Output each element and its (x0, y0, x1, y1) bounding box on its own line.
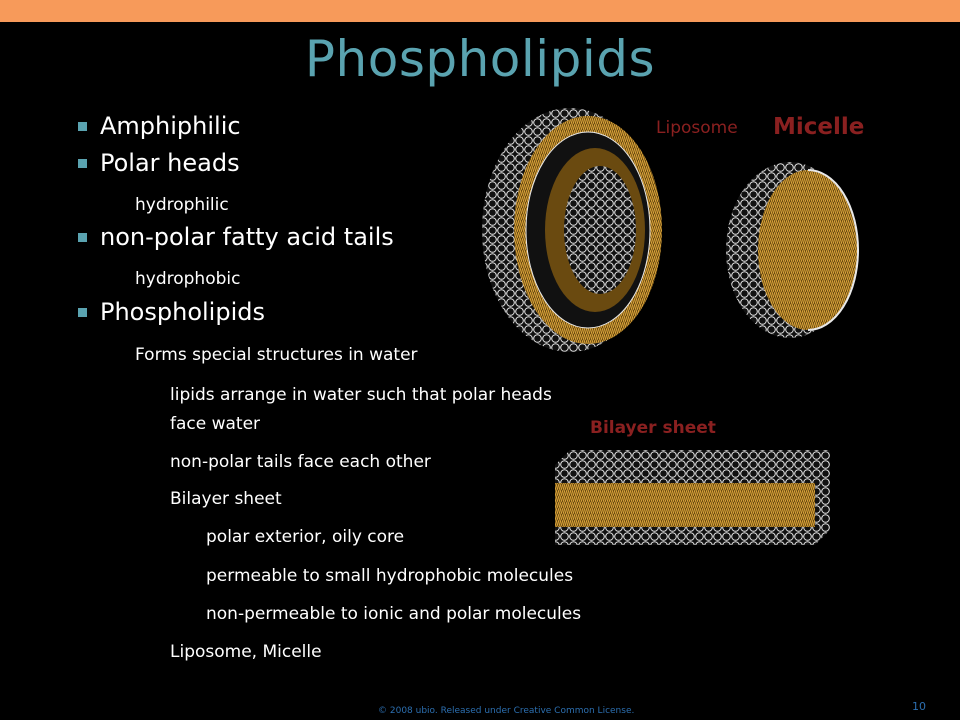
bilayer-sheet-label: Bilayer sheet (590, 418, 716, 438)
bullet-marker (78, 233, 87, 242)
bilayer-sheet-shape (555, 450, 830, 545)
bullet-amphiphilic: Amphiphilic (100, 112, 241, 140)
bullet-nonpolar-tails: non-polar fatty acid tails (100, 223, 394, 251)
bullet-marker (78, 159, 87, 168)
page-number: 10 (912, 700, 926, 713)
liposome-shape (482, 108, 662, 352)
top-accent-bar (0, 0, 960, 22)
sub-permeable: permeable to small hydrophobic molecules (206, 566, 574, 586)
sub-liposome-micelle: Liposome, Micelle (170, 642, 322, 662)
sub-forms-structures: Forms special structures in water (135, 345, 418, 365)
micelle-label: Micelle (773, 114, 865, 140)
bullet-polar-heads: Polar heads (100, 149, 240, 177)
sub-lipids-arrange: lipids arrange in water such that polar heads (170, 385, 552, 405)
sub-nonpolar-tails-face: non-polar tails face each other (170, 452, 431, 472)
sub-hydrophilic: hydrophilic (135, 195, 229, 215)
sub-bilayer-sheet: Bilayer sheet (170, 489, 282, 509)
license-footer: © 2008 ubio. Released under Creative Common License. (378, 706, 635, 716)
slide-title: Phospholipids (304, 30, 656, 88)
bullet-phospholipids: Phospholipids (100, 298, 265, 326)
sub-hydrophobic: hydrophobic (135, 269, 241, 289)
liposome-label: Liposome (656, 118, 738, 138)
sub-face-water: face water (170, 414, 261, 434)
bullet-marker (78, 122, 87, 131)
sub-polar-exterior: polar exterior, oily core (206, 527, 405, 547)
bullet-marker (78, 308, 87, 317)
sub-non-permeable: non-permeable to ionic and polar molecules (206, 604, 582, 624)
structures-illustration (470, 100, 890, 560)
micelle-shape (726, 162, 858, 338)
phospholipid-structures-figure (470, 100, 890, 560)
